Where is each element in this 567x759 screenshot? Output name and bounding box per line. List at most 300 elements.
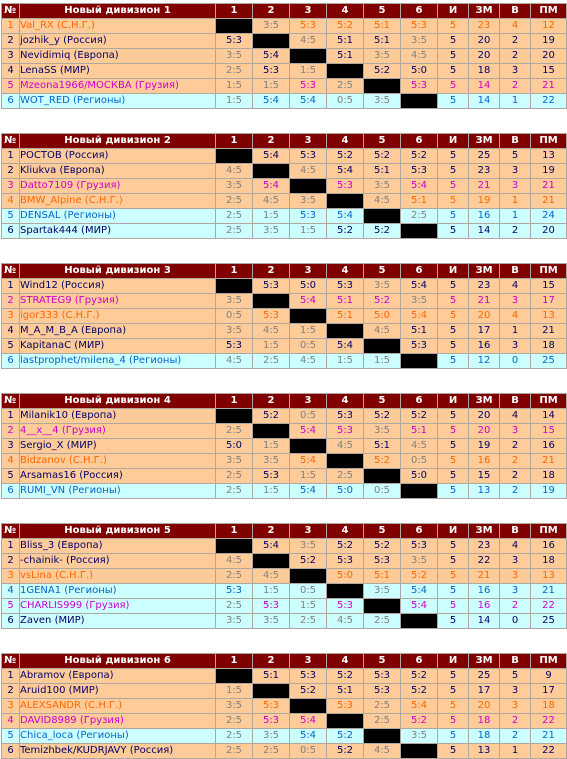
- header-wins: В: [500, 654, 531, 669]
- self-match-cell: [290, 309, 327, 324]
- team-name: Zaven (МИР): [20, 614, 216, 629]
- games-played: 5: [438, 279, 469, 294]
- games-played: 5: [438, 584, 469, 599]
- division-title: Новый дивизион 1: [20, 4, 216, 19]
- match-score: 5:3: [327, 599, 364, 614]
- match-score: 5:3: [216, 34, 253, 49]
- header-games: И: [438, 134, 469, 149]
- match-score: 5:2: [401, 714, 438, 729]
- division-title: Новый дивизион 6: [20, 654, 216, 669]
- match-score: 2:5: [253, 744, 290, 759]
- match-score: 5:1: [327, 309, 364, 324]
- header-opponent-2: 2: [253, 394, 290, 409]
- team-row: [2, 539, 567, 554]
- match-score: 4:5: [216, 354, 253, 369]
- team-row: [2, 424, 567, 439]
- division-header-row: [2, 524, 567, 539]
- score-total: 17: [469, 684, 500, 699]
- team-rank: 1: [2, 409, 20, 424]
- header-games: И: [438, 4, 469, 19]
- match-score: 5:4: [290, 94, 327, 109]
- team-rank: 3: [2, 179, 20, 194]
- points-diff: 18: [531, 469, 567, 484]
- header-opponent-4: 4: [327, 524, 364, 539]
- match-score: 5:2: [364, 149, 401, 164]
- match-score: 5:1: [327, 49, 364, 64]
- match-score: 0:5: [290, 339, 327, 354]
- header-opponent-2: 2: [253, 134, 290, 149]
- points-diff: 19: [531, 484, 567, 499]
- match-score: 5:2: [401, 669, 438, 684]
- header-opponent-6: 6: [401, 134, 438, 149]
- team-row: [2, 554, 567, 569]
- match-score: 1:5: [216, 79, 253, 94]
- match-score: 4:5: [290, 34, 327, 49]
- header-opponent-1: 1: [216, 394, 253, 409]
- match-score: 5:4: [253, 539, 290, 554]
- points-diff: 16: [531, 539, 567, 554]
- points-diff: 15: [531, 64, 567, 79]
- match-score: 1:5: [216, 684, 253, 699]
- wins-count: 3: [500, 424, 531, 439]
- points-diff: 22: [531, 744, 567, 759]
- match-score: 5:2: [327, 539, 364, 554]
- wins-count: 2: [500, 729, 531, 744]
- games-played: 5: [438, 469, 469, 484]
- team-name: Spartak444 (МИР): [20, 224, 216, 239]
- wins-count: 1: [500, 194, 531, 209]
- points-diff: 21: [531, 194, 567, 209]
- score-total: 23: [469, 164, 500, 179]
- games-played: 5: [438, 79, 469, 94]
- points-diff: 18: [531, 699, 567, 714]
- match-score: 5:0: [327, 484, 364, 499]
- team-rank: 4: [2, 324, 20, 339]
- team-rank: 1: [2, 669, 20, 684]
- wins-count: 4: [500, 19, 531, 34]
- match-score: 3:5: [364, 424, 401, 439]
- games-played: 5: [438, 339, 469, 354]
- self-match-cell: [327, 64, 364, 79]
- match-score: 2:5: [216, 424, 253, 439]
- header-wins: В: [500, 264, 531, 279]
- team-name: CHARLIS999 (Грузия): [20, 599, 216, 614]
- points-diff: 22: [531, 714, 567, 729]
- games-played: 5: [438, 354, 469, 369]
- match-score: 2:5: [216, 714, 253, 729]
- header-num: №: [2, 524, 20, 539]
- wins-count: 1: [500, 94, 531, 109]
- match-score: 1:5: [290, 324, 327, 339]
- self-match-cell: [216, 149, 253, 164]
- match-score: 1:5: [253, 584, 290, 599]
- games-played: 5: [438, 64, 469, 79]
- header-opponent-3: 3: [290, 4, 327, 19]
- team-row: [2, 294, 567, 309]
- team-rank: 5: [2, 79, 20, 94]
- team-name: Arsamas16 (Россия): [20, 469, 216, 484]
- wins-count: 3: [500, 569, 531, 584]
- team-rank: 2: [2, 34, 20, 49]
- match-score: 5:1: [364, 164, 401, 179]
- score-total: 20: [469, 699, 500, 714]
- team-rank: 3: [2, 439, 20, 454]
- games-played: 5: [438, 164, 469, 179]
- self-match-cell: [327, 584, 364, 599]
- games-played: 5: [438, 19, 469, 34]
- team-name: LenaSS (МИР): [20, 64, 216, 79]
- score-total: 19: [469, 194, 500, 209]
- match-score: 4:5: [290, 164, 327, 179]
- team-name: ALEXSANDR (С.Н.Г.): [20, 699, 216, 714]
- team-row: [2, 484, 567, 499]
- match-score: 1:5: [364, 354, 401, 369]
- team-rank: 2: [2, 684, 20, 699]
- header-opponent-5: 5: [364, 654, 401, 669]
- match-score: 5:2: [401, 684, 438, 699]
- games-played: 5: [438, 49, 469, 64]
- match-score: 2:5: [216, 194, 253, 209]
- match-score: 5:1: [364, 569, 401, 584]
- team-rank: 4: [2, 454, 20, 469]
- self-match-cell: [290, 699, 327, 714]
- games-played: 5: [438, 409, 469, 424]
- wins-count: 5: [500, 669, 531, 684]
- score-total: 16: [469, 454, 500, 469]
- match-score: 5:2: [327, 224, 364, 239]
- team-name: Nevidimiq (Европа): [20, 49, 216, 64]
- games-played: 5: [438, 209, 469, 224]
- self-match-cell: [327, 194, 364, 209]
- match-score: 5:3: [253, 599, 290, 614]
- team-row: [2, 309, 567, 324]
- match-score: 2:5: [216, 599, 253, 614]
- header-opponent-1: 1: [216, 264, 253, 279]
- match-score: 5:3: [327, 554, 364, 569]
- team-name: Val_RX (С.Н.Г.): [20, 19, 216, 34]
- wins-count: 3: [500, 699, 531, 714]
- division-table-6: [1, 653, 567, 759]
- games-played: 5: [438, 224, 469, 239]
- header-opponent-2: 2: [253, 4, 290, 19]
- team-row: [2, 439, 567, 454]
- match-score: 5:3: [327, 179, 364, 194]
- games-played: 5: [438, 34, 469, 49]
- header-opponent-1: 1: [216, 654, 253, 669]
- wins-count: 4: [500, 279, 531, 294]
- match-score: 4:5: [253, 324, 290, 339]
- match-score: 1:5: [216, 94, 253, 109]
- team-row: [2, 744, 567, 759]
- match-score: 0:5: [290, 584, 327, 599]
- score-total: 14: [469, 79, 500, 94]
- team-name: Sergio_X (МИР): [20, 439, 216, 454]
- header-opponent-5: 5: [364, 524, 401, 539]
- team-rank: 4: [2, 194, 20, 209]
- match-score: 3:5: [216, 324, 253, 339]
- score-total: 16: [469, 339, 500, 354]
- self-match-cell: [253, 554, 290, 569]
- points-diff: 13: [531, 569, 567, 584]
- team-name: DAVID8989 (Грузия): [20, 714, 216, 729]
- self-match-cell: [401, 224, 438, 239]
- score-total: 16: [469, 209, 500, 224]
- team-name: KapitanaC (МИР): [20, 339, 216, 354]
- team-name: BMW_Alpine (С.Н.Г.): [20, 194, 216, 209]
- match-score: 5:4: [327, 339, 364, 354]
- division-header-row: [2, 4, 567, 19]
- header-games: И: [438, 524, 469, 539]
- match-score: 3:5: [216, 49, 253, 64]
- wins-count: 2: [500, 599, 531, 614]
- games-played: 5: [438, 424, 469, 439]
- header-wins: В: [500, 524, 531, 539]
- score-total: 21: [469, 179, 500, 194]
- games-played: 5: [438, 699, 469, 714]
- match-score: 5:3: [253, 309, 290, 324]
- team-row: [2, 599, 567, 614]
- header-opponent-5: 5: [364, 264, 401, 279]
- division-header-row: [2, 654, 567, 669]
- team-rank: 2: [2, 164, 20, 179]
- match-score: 5:3: [401, 79, 438, 94]
- wins-count: 3: [500, 584, 531, 599]
- self-match-cell: [364, 79, 401, 94]
- match-score: 3:5: [290, 194, 327, 209]
- team-row: [2, 354, 567, 369]
- score-total: 18: [469, 729, 500, 744]
- team-rank: 3: [2, 699, 20, 714]
- match-score: 3:5: [401, 554, 438, 569]
- points-diff: 16: [531, 439, 567, 454]
- match-score: 5:4: [253, 94, 290, 109]
- points-diff: 17: [531, 294, 567, 309]
- division-table-5: [1, 523, 567, 629]
- match-score: 3:5: [253, 729, 290, 744]
- team-rank: 3: [2, 569, 20, 584]
- team-name: jozhik_y (Россия): [20, 34, 216, 49]
- match-score: 5:0: [401, 469, 438, 484]
- points-diff: 21: [531, 584, 567, 599]
- header-opponent-4: 4: [327, 264, 364, 279]
- self-match-cell: [216, 279, 253, 294]
- header-num: №: [2, 654, 20, 669]
- team-row: [2, 684, 567, 699]
- self-match-cell: [216, 539, 253, 554]
- score-total: 16: [469, 584, 500, 599]
- team-row: [2, 94, 567, 109]
- self-match-cell: [401, 744, 438, 759]
- match-score: 5:3: [327, 409, 364, 424]
- header-opponent-3: 3: [290, 524, 327, 539]
- match-score: 5:3: [364, 554, 401, 569]
- division-title: Новый дивизион 4: [20, 394, 216, 409]
- match-score: 4:5: [290, 354, 327, 369]
- wins-count: 2: [500, 49, 531, 64]
- match-score: 3:5: [364, 584, 401, 599]
- match-score: 0:5: [327, 94, 364, 109]
- score-total: 18: [469, 714, 500, 729]
- self-match-cell: [401, 94, 438, 109]
- score-total: 12: [469, 354, 500, 369]
- match-score: 2:5: [364, 714, 401, 729]
- match-score: 5:3: [253, 714, 290, 729]
- score-total: 14: [469, 614, 500, 629]
- division-header-row: [2, 134, 567, 149]
- wins-count: 3: [500, 294, 531, 309]
- match-score: 5:3: [290, 79, 327, 94]
- points-diff: 19: [531, 164, 567, 179]
- match-score: 1:5: [290, 224, 327, 239]
- points-diff: 13: [531, 309, 567, 324]
- team-rank: 6: [2, 354, 20, 369]
- wins-count: 2: [500, 224, 531, 239]
- match-score: 0:5: [364, 484, 401, 499]
- team-name: Chica_loca (Регионы): [20, 729, 216, 744]
- match-score: 5:2: [290, 554, 327, 569]
- match-score: 5:4: [290, 294, 327, 309]
- team-rank: 6: [2, 94, 20, 109]
- match-score: 5:0: [401, 64, 438, 79]
- match-score: 5:3: [401, 19, 438, 34]
- team-row: [2, 324, 567, 339]
- match-score: 5:3: [327, 279, 364, 294]
- match-score: 4:5: [253, 194, 290, 209]
- match-score: 3:5: [253, 614, 290, 629]
- points-diff: 12: [531, 19, 567, 34]
- header-opponent-3: 3: [290, 134, 327, 149]
- match-score: 4:5: [216, 164, 253, 179]
- points-diff: 18: [531, 554, 567, 569]
- header-opponent-1: 1: [216, 524, 253, 539]
- games-played: 5: [438, 94, 469, 109]
- team-row: [2, 164, 567, 179]
- match-score: 4:5: [401, 49, 438, 64]
- team-rank: 4: [2, 584, 20, 599]
- match-score: 5:4: [401, 279, 438, 294]
- wins-count: 1: [500, 324, 531, 339]
- match-score: 5:3: [401, 164, 438, 179]
- points-diff: 22: [531, 599, 567, 614]
- header-points-diff: ПМ: [531, 134, 567, 149]
- match-score: 5:2: [364, 224, 401, 239]
- match-score: 1:5: [253, 484, 290, 499]
- match-score: 5:4: [401, 309, 438, 324]
- team-name: Aruid100 (МИР): [20, 684, 216, 699]
- games-played: 5: [438, 684, 469, 699]
- header-score: ЗМ: [469, 264, 500, 279]
- games-played: 5: [438, 179, 469, 194]
- points-diff: 21: [531, 79, 567, 94]
- header-opponent-2: 2: [253, 524, 290, 539]
- games-played: 5: [438, 539, 469, 554]
- self-match-cell: [253, 164, 290, 179]
- header-points-diff: ПМ: [531, 654, 567, 669]
- division-gap: [0, 499, 567, 523]
- points-diff: 20: [531, 224, 567, 239]
- self-match-cell: [253, 684, 290, 699]
- wins-count: 2: [500, 34, 531, 49]
- division-gap: [0, 629, 567, 653]
- header-games: И: [438, 264, 469, 279]
- match-score: 3:5: [216, 614, 253, 629]
- team-name: 4__x__4 (Грузия): [20, 424, 216, 439]
- match-score: 1:5: [253, 439, 290, 454]
- match-score: 3:5: [216, 454, 253, 469]
- points-diff: 13: [531, 149, 567, 164]
- points-diff: 21: [531, 179, 567, 194]
- points-diff: 18: [531, 339, 567, 354]
- team-name: DENSAL (Регионы): [20, 209, 216, 224]
- team-rank: 4: [2, 714, 20, 729]
- self-match-cell: [216, 409, 253, 424]
- team-name: Datto7109 (Грузия): [20, 179, 216, 194]
- match-score: 3:5: [253, 454, 290, 469]
- match-score: 5:2: [290, 684, 327, 699]
- header-num: №: [2, 134, 20, 149]
- match-score: 5:3: [253, 279, 290, 294]
- match-score: 0:5: [216, 309, 253, 324]
- team-rank: 3: [2, 49, 20, 64]
- header-opponent-4: 4: [327, 4, 364, 19]
- match-score: 5:3: [253, 469, 290, 484]
- wins-count: 3: [500, 179, 531, 194]
- match-score: 5:3: [364, 669, 401, 684]
- header-opponent-6: 6: [401, 394, 438, 409]
- match-score: 5:2: [401, 409, 438, 424]
- points-diff: 15: [531, 279, 567, 294]
- wins-count: 4: [500, 539, 531, 554]
- points-diff: 21: [531, 729, 567, 744]
- match-score: 5:1: [327, 294, 364, 309]
- wins-count: 0: [500, 354, 531, 369]
- games-played: 5: [438, 569, 469, 584]
- match-score: 2:5: [216, 569, 253, 584]
- score-total: 20: [469, 34, 500, 49]
- match-score: 1:5: [253, 339, 290, 354]
- match-score: 1:5: [327, 354, 364, 369]
- match-score: 5:3: [216, 584, 253, 599]
- team-name: Bidzanov (С.Н.Г.): [20, 454, 216, 469]
- match-score: 3:5: [364, 279, 401, 294]
- header-points-diff: ПМ: [531, 524, 567, 539]
- team-rank: 1: [2, 279, 20, 294]
- wins-count: 2: [500, 439, 531, 454]
- team-name: 1GENA1 (Регионы): [20, 584, 216, 599]
- match-score: 5:4: [290, 729, 327, 744]
- match-score: 2:5: [327, 469, 364, 484]
- team-name: WOT_RED (Регионы): [20, 94, 216, 109]
- games-played: 5: [438, 454, 469, 469]
- header-opponent-6: 6: [401, 4, 438, 19]
- score-total: 17: [469, 324, 500, 339]
- games-played: 5: [438, 439, 469, 454]
- self-match-cell: [290, 439, 327, 454]
- match-score: 5:0: [364, 309, 401, 324]
- match-score: 3:5: [216, 294, 253, 309]
- score-total: 23: [469, 279, 500, 294]
- match-score: 5:2: [401, 149, 438, 164]
- match-score: 5:4: [253, 179, 290, 194]
- match-score: 5:2: [364, 409, 401, 424]
- header-wins: В: [500, 394, 531, 409]
- team-name: STRATEG9 (Грузия): [20, 294, 216, 309]
- score-total: 19: [469, 439, 500, 454]
- match-score: 2:5: [216, 469, 253, 484]
- team-rank: 5: [2, 339, 20, 354]
- team-name: Wind12 (Россия): [20, 279, 216, 294]
- match-score: 3:5: [216, 699, 253, 714]
